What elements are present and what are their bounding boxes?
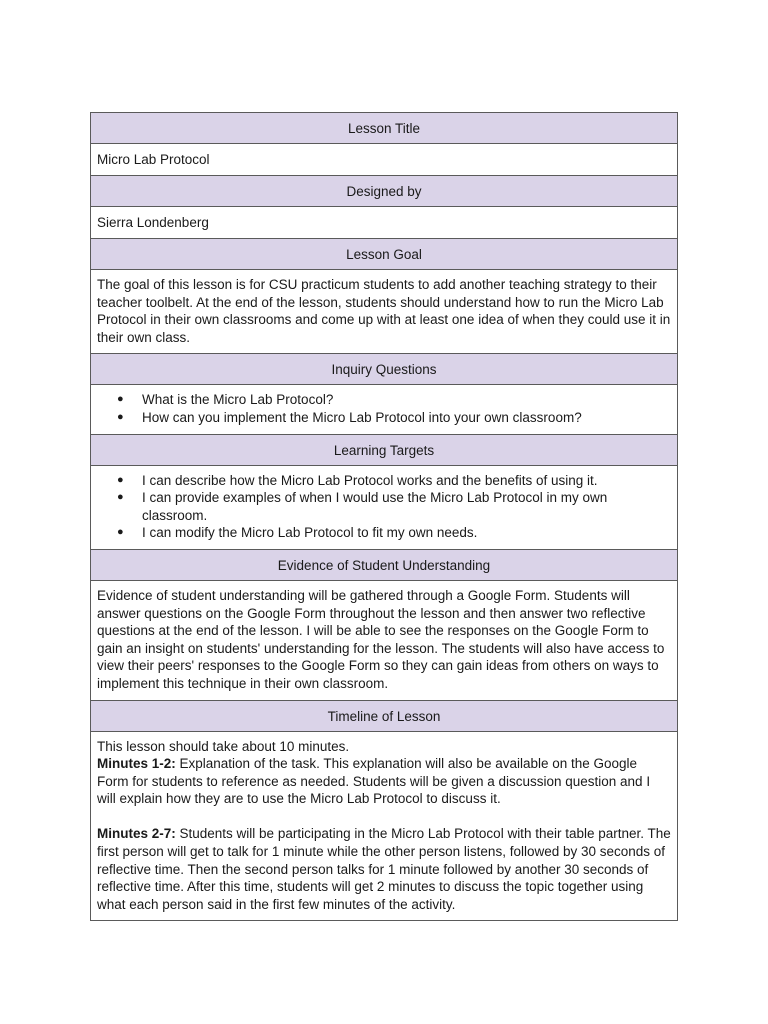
learning-target-text: I can provide examples of when I would use the Micro Lab Protocol in my own classroom. [142, 490, 608, 523]
bullet-icon: ● [117, 410, 124, 423]
timeline-block-1-label: Minutes 1-2: [97, 756, 176, 772]
lesson-title-value: Micro Lab Protocol [91, 144, 677, 176]
lesson-plan-table [90, 112, 678, 921]
paragraph-spacer [97, 808, 671, 826]
timeline-intro: This lesson should take about 10 minutes. [97, 738, 350, 754]
timeline-block-1-text: Explanation of the task. This explanation will also be available on the Google Form for students to reference as needed. Students will be given a discussion question and I will explain how they are to use the Micro Lab Protocol to discuss it. [97, 756, 651, 807]
bullet-icon: ● [117, 473, 124, 486]
bullet-icon: ● [117, 393, 124, 406]
bullet-icon: ● [117, 526, 124, 539]
learning-targets-list [97, 472, 671, 542]
timeline-block-2-text: Students will be participating in the Micro Lab Protocol with their table partner. The first person will get to talk for 1 minute while the other person listens, followed by 30 seconds of reflective time. Then the second person talks for 1 minute followed by another 30 seconds of reflective time. After this time, students will get 2 minutes to discuss the topic together using what each person said in the first few minutes of the activity. [97, 826, 671, 912]
list-item [97, 409, 671, 427]
timeline-header: Timeline of Lesson [91, 701, 677, 732]
timeline-body [91, 732, 677, 921]
bullet-icon: ● [117, 491, 124, 504]
lesson-title-header: Lesson Title [91, 113, 677, 144]
learning-targets-header: Learning Targets [91, 435, 677, 466]
inquiry-question-text: How can you implement the Micro Lab Protocol into your own classroom? [142, 409, 582, 425]
learning-target-text: I can modify the Micro Lab Protocol to fit my own needs. [142, 525, 478, 541]
inquiry-questions-header: Inquiry Questions [91, 354, 677, 385]
designed-by-header: Designed by [91, 176, 677, 207]
timeline-block-1 [97, 755, 671, 808]
list-item [97, 524, 671, 542]
lesson-goal-header: Lesson Goal [91, 239, 677, 270]
inquiry-question-text: What is the Micro Lab Protocol? [142, 392, 334, 408]
timeline-block-2 [97, 825, 671, 913]
list-item [97, 489, 671, 524]
learning-targets-body [91, 466, 677, 550]
inquiry-questions-body [91, 385, 677, 434]
learning-target-text: I can describe how the Micro Lab Protocol works and the benefits of using it. [142, 472, 598, 488]
timeline-block-2-label: Minutes 2-7: [97, 826, 176, 842]
evidence-value: Evidence of student understanding will be gathered through a Google Form. Students will answer questions on the Google Form throughout the lesson and then answer two reflective questions at the end of the lesson. I will be able to see the responses on the Google Form to gain an insight on students' understanding for the lesson. The students will also have access to view their peers' responses to the Google Form so they can gain ideas from others on ways to implement this technique in their own classroom. [91, 581, 677, 701]
inquiry-questions-list [97, 391, 671, 426]
list-item [97, 472, 671, 490]
list-item [97, 391, 671, 409]
lesson-goal-value: The goal of this lesson is for CSU practicum students to add another teaching strategy to their teacher toolbelt. At the end of the lesson, students should understand how to run the Micro Lab Protocol in their own classrooms and come up with at least one idea of when they could use it in their own class. [91, 270, 677, 354]
evidence-header: Evidence of Student Understanding [91, 550, 677, 581]
designed-by-value: Sierra Londenberg [91, 207, 677, 239]
